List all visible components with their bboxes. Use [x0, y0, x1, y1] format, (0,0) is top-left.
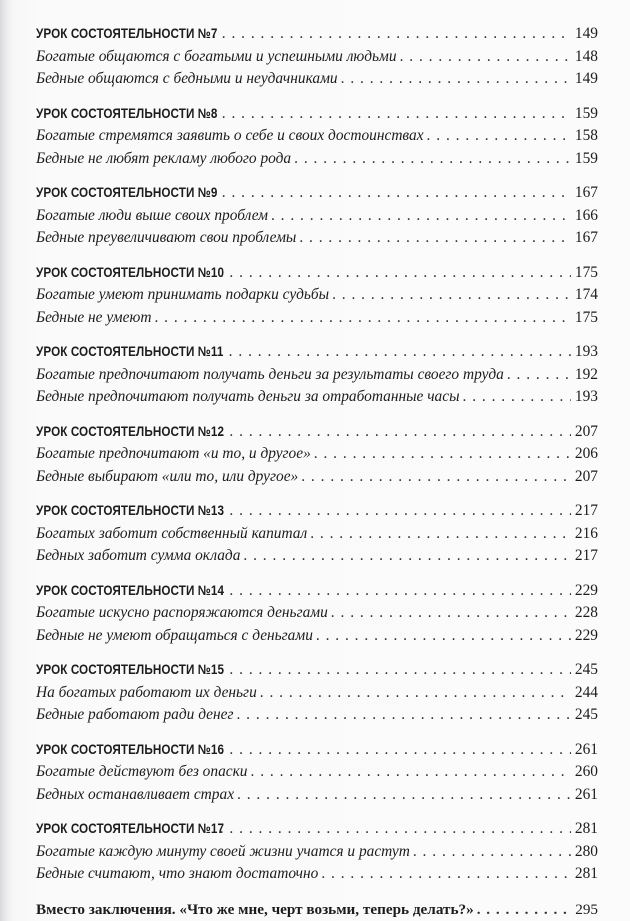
toc-section [36, 818, 598, 886]
toc-section [36, 421, 598, 489]
conclusion-page: 295 [574, 899, 598, 921]
leader-dots [321, 863, 571, 886]
toc-entry[interactable] [36, 148, 598, 171]
page-number: 167 [574, 182, 598, 205]
lesson-title: УРОК СОСТОЯТЕЛЬНОСТИ №16 [36, 739, 224, 762]
entry-title: Бедные считают, что знают достаточно [36, 863, 318, 886]
page-number: 228 [574, 602, 598, 625]
leader-dots [220, 580, 571, 603]
page-number: 149 [574, 23, 598, 46]
toc-entry[interactable] [36, 307, 598, 330]
leader-dots [220, 500, 571, 523]
toc-section [36, 580, 598, 648]
toc-entry[interactable] [36, 625, 598, 648]
entry-title: Бедные выбирают «или то, или другое» [36, 466, 298, 489]
page-number: 229 [574, 580, 598, 603]
lesson-title: УРОК СОСТОЯТЕЛЬНОСТИ №15 [36, 659, 224, 682]
leader-dots [154, 307, 571, 330]
leader-dots [294, 148, 571, 171]
toc-lesson-heading[interactable] [36, 341, 598, 364]
page-number: 281 [574, 863, 598, 886]
leader-dots [220, 262, 571, 285]
toc-entry[interactable] [36, 704, 598, 727]
page-number: 216 [574, 523, 598, 546]
leader-dots [341, 68, 571, 91]
leader-dots [251, 761, 572, 784]
page-number: 174 [574, 284, 598, 307]
toc-entry[interactable] [36, 443, 598, 466]
leader-dots [219, 341, 571, 364]
toc-entry[interactable] [36, 545, 598, 568]
page-number: 166 [574, 205, 598, 228]
toc-lesson-heading[interactable] [36, 739, 598, 762]
page-number: 175 [574, 307, 598, 330]
leader-dots [463, 386, 572, 409]
toc-lesson-heading[interactable] [36, 659, 598, 682]
toc-entry[interactable] [36, 761, 598, 784]
page-number: 159 [574, 148, 598, 171]
leader-dots [477, 899, 571, 921]
entry-title: Богатые действуют без опаски [36, 761, 248, 784]
entry-title: Богатые стремятся заявить о себе и своих достоинствах [36, 125, 424, 148]
page-number: 207 [574, 466, 598, 489]
leader-dots [331, 602, 571, 625]
toc-entry[interactable] [36, 466, 598, 489]
page-number: 175 [574, 262, 598, 285]
entry-title: Бедных заботит сумма оклада [36, 545, 240, 568]
entry-title: Богатые искусно распоряжаются деньгами [36, 602, 328, 625]
toc-lesson-heading[interactable] [36, 500, 598, 523]
page-number: 261 [574, 739, 598, 762]
toc-lesson-heading[interactable] [36, 182, 598, 205]
entry-title: Бедные работают ради денег [36, 704, 233, 727]
entry-title: Богатые предпочитают получать деньги за результаты своего труда [36, 364, 504, 387]
page-number: 217 [574, 545, 598, 568]
lesson-title: УРОК СОСТОЯТЕЛЬНОСТИ №17 [36, 818, 224, 841]
entry-title: Богатые каждую минуту своей жизни учатся и растут [36, 841, 410, 864]
toc-lesson-heading[interactable] [36, 421, 598, 444]
toc-entry[interactable] [36, 386, 598, 409]
page-number: 245 [574, 659, 598, 682]
toc-section [36, 182, 598, 250]
leader-dots [220, 659, 571, 682]
toc-entry[interactable] [36, 863, 598, 886]
leader-dots [220, 421, 571, 444]
lesson-title: УРОК СОСТОЯТЕЛЬНОСТИ №14 [36, 580, 224, 603]
toc-entry[interactable] [36, 205, 598, 228]
toc-entry[interactable] [36, 682, 598, 705]
leader-dots [220, 818, 571, 841]
entry-title: На богатых работают их деньги [36, 682, 257, 705]
page-number: 244 [574, 682, 598, 705]
entry-title: Бедные не умеют обращаться с деньгами [36, 625, 313, 648]
toc-entry[interactable] [36, 125, 598, 148]
entry-title: Бедные общаются с бедными и неудачниками [36, 68, 338, 91]
page-number: 158 [574, 125, 598, 148]
toc-section [36, 739, 598, 807]
toc-section [36, 341, 598, 409]
toc-entry[interactable] [36, 841, 598, 864]
toc-entry[interactable] [36, 602, 598, 625]
lesson-title: УРОК СОСТОЯТЕЛЬНОСТИ №8 [36, 103, 218, 126]
toc-entry[interactable] [36, 364, 598, 387]
leader-dots [301, 466, 571, 489]
page-number: 167 [574, 227, 598, 250]
toc-lesson-heading[interactable] [36, 103, 598, 126]
toc-lesson-heading[interactable] [36, 23, 598, 46]
leader-dots [332, 284, 571, 307]
leader-dots [316, 625, 571, 648]
entry-title: Бедные предпочитают получать деньги за отработанные часы [36, 386, 460, 409]
toc-section [36, 23, 598, 91]
leader-dots [237, 784, 571, 807]
leader-dots [413, 841, 571, 864]
page-number: 206 [574, 443, 598, 466]
leader-dots [212, 182, 571, 205]
toc-section [36, 103, 598, 171]
page-number: 159 [574, 103, 598, 126]
conclusion-title: Вместо заключения. «Что же мне, черт возьми, теперь делать?» [36, 899, 474, 921]
toc-entry[interactable] [36, 68, 598, 91]
page-number: 193 [574, 341, 598, 364]
toc-lesson-heading[interactable] [36, 262, 598, 285]
leader-dots [260, 682, 571, 705]
toc-entry[interactable] [36, 46, 598, 69]
leader-dots [314, 443, 571, 466]
toc-sections [36, 23, 598, 886]
entry-title: Бедные не умеют [36, 307, 151, 330]
entry-title: Богатых заботит собственный капитал [36, 523, 307, 546]
entry-title: Бедные преувеличивают свои проблемы [36, 227, 296, 250]
entry-title: Бедные не любят рекламу любого рода [36, 148, 291, 171]
toc-section [36, 659, 598, 727]
page-number: 260 [574, 761, 598, 784]
lesson-title: УРОК СОСТОЯТЕЛЬНОСТИ №10 [36, 262, 224, 285]
toc-entry[interactable] [36, 284, 598, 307]
leader-dots [243, 545, 571, 568]
page-number: 261 [574, 784, 598, 807]
leader-dots [507, 364, 571, 387]
toc-section [36, 500, 598, 568]
lesson-title: УРОК СОСТОЯТЕЛЬНОСТИ №11 [36, 341, 223, 364]
page-number: 245 [574, 704, 598, 727]
page-number: 280 [574, 841, 598, 864]
toc-lesson-heading[interactable] [36, 818, 598, 841]
leader-dots [212, 23, 571, 46]
entry-title: Богатые общаются с богатыми и успешными людьми [36, 46, 397, 69]
leader-dots [400, 46, 571, 69]
toc-page [36, 23, 598, 921]
page-number: 149 [574, 68, 598, 91]
lesson-title: УРОК СОСТОЯТЕЛЬНОСТИ №7 [36, 23, 218, 46]
toc-conclusion-row[interactable] [36, 899, 598, 921]
entry-title: Бедных останавливает страх [36, 784, 234, 807]
page-number: 281 [574, 818, 598, 841]
toc-entry[interactable] [36, 227, 598, 250]
leader-dots [299, 227, 571, 250]
page-number: 193 [574, 386, 598, 409]
page-number: 148 [574, 46, 598, 69]
leader-dots [310, 523, 571, 546]
entry-title: Богатые умеют принимать подарки судьбы [36, 284, 329, 307]
entry-title: Богатые предпочитают «и то, и другое» [36, 443, 311, 466]
toc-entry[interactable] [36, 523, 598, 546]
toc-section [36, 262, 598, 330]
page-number: 207 [574, 421, 598, 444]
toc-entry[interactable] [36, 784, 598, 807]
leader-dots [236, 704, 571, 727]
leader-dots [271, 205, 571, 228]
entry-title: Богатые люди выше своих проблем [36, 205, 268, 228]
lesson-title: УРОК СОСТОЯТЕЛЬНОСТИ №13 [36, 500, 224, 523]
leader-dots [220, 739, 571, 762]
toc-lesson-heading[interactable] [36, 580, 598, 603]
leader-dots [212, 103, 571, 126]
page-number: 217 [574, 500, 598, 523]
page-number: 229 [574, 625, 598, 648]
page-number: 192 [574, 364, 598, 387]
leader-dots [427, 125, 571, 148]
lesson-title: УРОК СОСТОЯТЕЛЬНОСТИ №9 [36, 182, 218, 205]
lesson-title: УРОК СОСТОЯТЕЛЬНОСТИ №12 [36, 421, 224, 444]
